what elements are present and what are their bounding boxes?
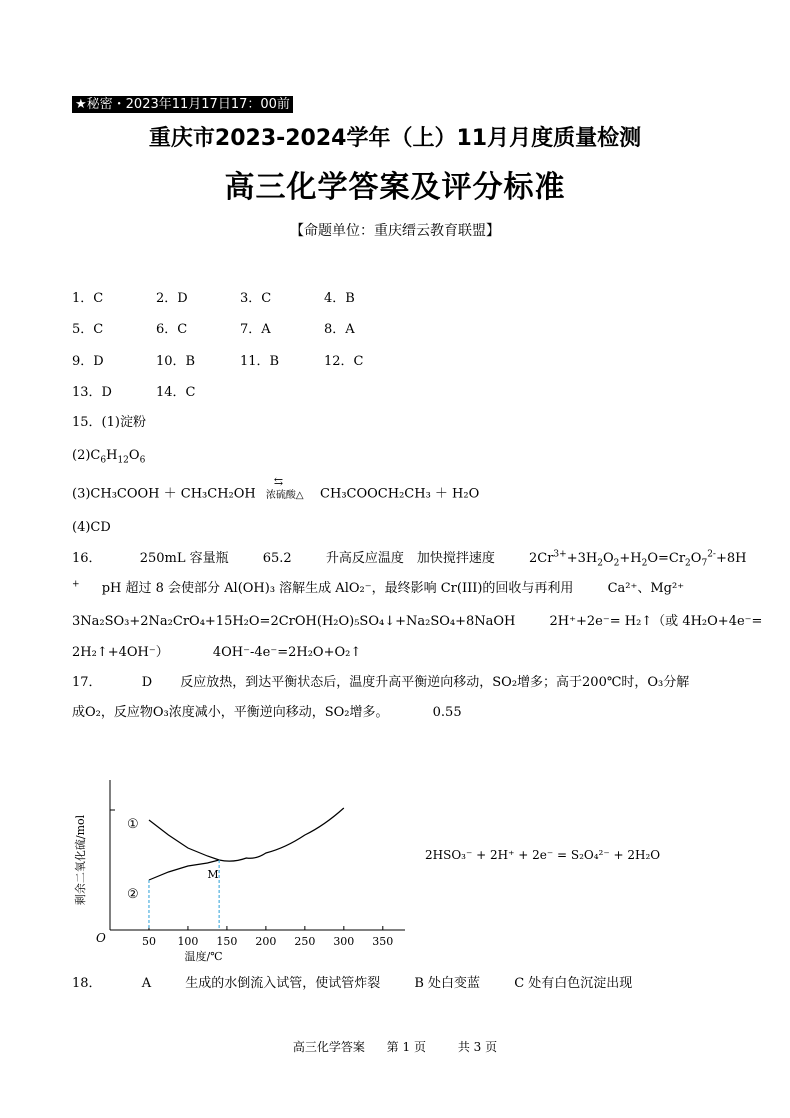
choice-row	[72, 321, 408, 339]
page-title: 高三化学答案及评分标准	[224, 170, 566, 205]
choice-row	[72, 290, 408, 308]
answer-item: 3Na₂SO₃+2Na₂CrO₄+15H₂O=2CrOH(H₂O)₅SO₄↓+Na₂SO₄+8NaOH	[72, 614, 516, 629]
series-line	[149, 820, 219, 860]
x-tick-label: 300	[333, 935, 355, 948]
q15-part3	[72, 475, 480, 504]
x-tick-label: 250	[294, 935, 316, 948]
x-axis-label: 温度/℃	[184, 950, 223, 963]
q16-line1	[72, 550, 746, 568]
question-number: 18．	[72, 976, 102, 991]
answer-item: 9．D	[72, 354, 104, 369]
series-line	[219, 808, 344, 861]
q17-line2	[72, 704, 462, 722]
answer-item: 成O₂，反应物O₃浓度减小，平衡逆向移动，SO₂增多。	[72, 705, 389, 720]
q15-part2: $(2)C_6H_{12}O_6$	[72, 448, 146, 466]
answer-item: 生成的水倒流入试管，使试管炸裂	[185, 976, 381, 991]
answer-item: 2．D	[156, 291, 188, 306]
answer-item: 11．B	[240, 354, 280, 369]
answer-item: 250mL 容量瓶	[139, 551, 229, 566]
answer-item: 反应放热，到达平衡状态后，温度升高平衡逆向移动，SO₂增多；高于200℃时，O₃分解	[180, 675, 690, 690]
x-tick-label: 100	[177, 935, 199, 948]
x-tick-label: 50	[141, 935, 156, 948]
answer-item: 3．C	[240, 291, 272, 306]
equation-lhs: (3)CH₃COOH ＋ CH₃CH₂OH	[72, 486, 256, 502]
answer-item: 1．C	[72, 291, 104, 306]
answer-item: 12．C	[324, 354, 364, 369]
organizer-unit: 【命题单位：重庆缙云教育联盟】	[290, 223, 500, 239]
answer-item: C 处有白色沉淀出现	[514, 976, 633, 991]
q17-line1	[72, 674, 689, 692]
q16-line3	[72, 613, 762, 631]
answer-item: 4OH⁻-4e⁻=2H₂O+O₂↑	[212, 645, 362, 660]
answer-item: 6．C	[156, 322, 188, 337]
answer-item: 5．C	[72, 322, 104, 337]
q16-line2: + pH 超过 8 会使部分 Al(OH)₃ 溶解生成 AlO₂⁻，最终影响 Cr(III)的回收与再利用 Ca²⁺、Mg²⁺	[72, 579, 685, 596]
choice-row	[72, 353, 408, 371]
page-number: 1	[402, 1040, 411, 1054]
reversible-arrow	[265, 475, 310, 503]
page-footer	[0, 1038, 790, 1055]
choice-row	[72, 384, 240, 402]
equation-rhs: CH₃COOCH₂CH₃ ＋ H₂O	[320, 486, 480, 502]
answer-item: 13．D	[72, 385, 112, 400]
secret-banner: ★秘密・2023年11月17日17：00前	[72, 96, 293, 113]
question-number: 16．	[72, 551, 102, 566]
answer-item: $2Cr^{3+}+3H_2O_2+H_2O=Cr_2O_7^{2-}+8H$	[528, 549, 747, 569]
answer-item: 65.2	[262, 551, 292, 566]
footer-total-prefix: 共	[457, 1040, 470, 1054]
x-tick-label: 150	[216, 935, 238, 948]
reaction-condition: 浓硫酸△	[265, 490, 304, 501]
point-label: M	[207, 868, 219, 881]
q18-line1	[72, 975, 632, 993]
answer-item: Ca²⁺、Mg²⁺	[607, 581, 685, 596]
answer-item: D	[141, 675, 153, 690]
arrow-icon: ⇆	[273, 475, 284, 488]
answer-item: pH 超过 8 会使部分 Al(OH)₃ 溶解生成 AlO₂⁻，最终影响 Cr(III)的回收与再利用	[101, 581, 574, 596]
answer-item: A	[141, 976, 152, 991]
answer-item: 0.55	[432, 705, 462, 720]
answer-item: B 处白变蓝	[414, 976, 481, 991]
x-tick-label: 200	[255, 935, 277, 948]
footer-label: 高三化学答案	[292, 1040, 365, 1054]
q16-line4	[72, 644, 361, 662]
answer-item: 8．A	[324, 322, 355, 337]
series-label: ②	[126, 887, 139, 902]
answer-item: 14．C	[156, 385, 196, 400]
footer-page-prefix: 第	[386, 1040, 399, 1054]
series-label: ①	[126, 817, 139, 832]
q15-part4: (4)CD	[72, 520, 111, 535]
answer-item: 2H⁺+2e⁻= H₂↑（或 4H₂O+4e⁻=	[549, 614, 763, 629]
question-number: 17．	[72, 675, 102, 690]
footer-total-suffix: 页	[485, 1040, 498, 1054]
x-tick-label: 350	[372, 935, 394, 948]
y-axis-label: 剩余二氧化硫/mol	[74, 814, 87, 906]
q17-electrode-equation: 2HSO₃⁻ + 2H⁺ + 2e⁻ = S₂O₄²⁻ + 2H₂O	[425, 848, 661, 862]
origin-label: O	[96, 931, 106, 945]
answer-item: 7．A	[240, 322, 271, 337]
answer-item: 升高反应温度 加快搅拌速度	[325, 551, 495, 566]
answer-item: 2H₂↑+4OH⁻）	[72, 645, 169, 660]
answer-item: 4．B	[324, 291, 355, 306]
footer-page-suffix: 页	[413, 1040, 426, 1054]
exam-title: 重庆市2023-2024学年（上）11月月度质量检测	[148, 126, 642, 151]
so2-temperature-chart	[70, 765, 410, 975]
total-pages: 3	[473, 1040, 482, 1054]
q15-part1: 15．(1)淀粉	[72, 415, 146, 430]
answer-item: 10．B	[156, 354, 196, 369]
